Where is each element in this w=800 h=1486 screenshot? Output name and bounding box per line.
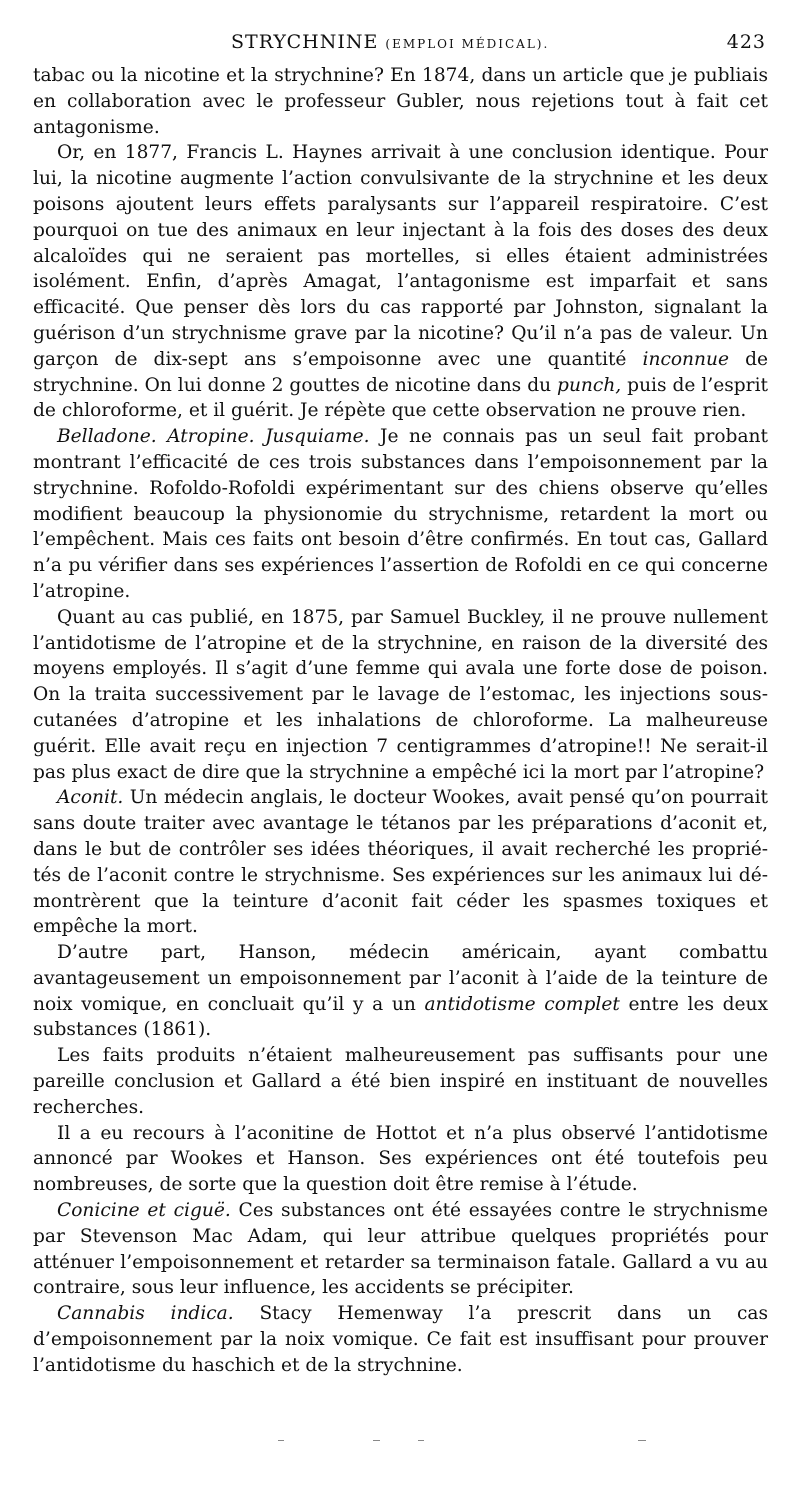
paragraph <box>33 1121 768 1198</box>
italic-run: antidotisme complet <box>424 993 620 1015</box>
paragraph <box>33 63 768 140</box>
running-title-sub: (EMPLOI MÉDICAL). <box>385 37 550 51</box>
print-mark <box>278 1440 284 1441</box>
print-mark <box>418 1440 424 1441</box>
running-header <box>33 31 768 59</box>
running-title <box>231 31 549 53</box>
italic-run: inconnue <box>642 348 729 370</box>
paragraph <box>33 1043 768 1120</box>
text-run: tabac ou la nicotine et la strychnine? En 1874, dans un article que je publiais en collaboration avec le professeur Gubler, nous rejetions tout à fait cet antagonisme. <box>33 65 768 138</box>
body-text <box>33 63 768 1379</box>
text-run: de strychnine. On lui donne 2 gouttes de nicotine dans du <box>33 348 768 396</box>
footer-print-marks <box>278 1440 698 1446</box>
text-run: Or, en 1877, Francis L. Haynes arrivait à une conclusion identique. Pour lui, la nicotine augmente l’action convulsivante de la strychnine et les deux poisons ajoutent leurs effets paralysants sur l’appareil respiratoire. C’est pourquoi on tue des animaux en leur injectant à la fois des doses des deux alcaloïdes qui ne seraient pas mortelles, si elles étaient administrées isolément. Enfin, d’après Amagat, l’antagonisme est imparfait et sans efficacité. Que penser dès lors du cas rapporté par Johnston, signalant la guérison d’un strychnisme grave par la nicotine? Qu’il n’a pas de valeur. Un garçon de dix-sept ans s’empoisonne avec une quantité <box>33 142 768 370</box>
text-run: Stacy Hemenway l’a prescrit dans un cas d’empoisonnement par la noix vomique. Ce fait est insuffisant pour prouver l’antidotisme du haschich et de la strychnine. <box>33 1303 768 1376</box>
paragraph <box>33 940 768 1043</box>
text-run: Un médecin anglais, le docteur Wookes, avait pensé qu’on pourrait sans doute traiter avec avantage le tétanos par les préparations d’aconit et, dans le but de contrôler ses idées théoriques, il avait recherché les proprié-tés de l’aconit contre le strychnisme. Ses expériences sur les animaux lui dé-montrèrent que la teinture d’aconit fait céder les spasmes toxiques et empêche la mort. <box>33 787 768 938</box>
italic-run: Aconit. <box>57 787 124 809</box>
italic-run: Cannabis indica. <box>57 1303 234 1325</box>
text-run: Ces substances ont été essayées contre le strychnisme par Stevenson Mac Adam, qui leur attribue quelques propriétés pour atténuer l’empoisonnement et retarder sa terminaison fatale. Gallard a vu au contraire, sous leur influence, les accidents se précipiter. <box>33 1200 768 1299</box>
running-title-main: STRYCHNINE <box>231 31 379 53</box>
paragraph <box>33 424 768 605</box>
paragraph <box>33 140 768 424</box>
italic-run: Conicine et ciguë. <box>57 1200 231 1222</box>
text-run: Les faits produits n’étaient malheureusement pas suffisants pour une pareille conclusion et Gallard a été bien inspiré en instituant de nouvelles recherches. <box>33 1045 768 1118</box>
paragraph <box>33 1301 768 1378</box>
page-number: 423 <box>726 31 766 53</box>
print-mark <box>373 1440 380 1441</box>
paragraph <box>33 785 768 940</box>
book-page <box>33 0 768 1486</box>
text-run: entre les deux substances (1861). <box>33 993 769 1041</box>
paragraph <box>33 605 768 786</box>
text-run: Je ne connais pas un seul fait probant montrant l’efficacité de ces trois substances dans l’empoisonnement par la strychnine. Rofoldo-Rofoldi expérimentant sur des chiens observe qu’elles modifient beaucoup la physionomie du strychnisme, retardent la mort ou l’empêchent. Mais ces faits ont besoin d’être confirmés. En tout cas, Gallard n’a pu vérifier dans ses expériences l’assertion de Rofoldi en ce qui concerne l’atropine. <box>33 426 768 602</box>
italic-run: punch, <box>557 374 622 396</box>
paragraph <box>33 1198 768 1301</box>
text-run: Il a eu recours à l’aconitine de Hottot et n’a plus observé l’antidotisme annoncé par Wookes et Hanson. Ses expériences ont été toutefois peu nombreuses, de sorte que la question doit être remise à l’étude. <box>33 1122 768 1196</box>
text-run: Quant au cas publié, en 1875, par Samuel Buckley, il ne prouve nullement l’antidotisme de l’atropine et de la strychnine, en raison de la diversité des moyens employés. Il s’agit d’une femme qui avala une forte dose de poison. On la traita successivement par le lavage de l’estomac, les injections sous-cutanées d’atropine et les inhalations de chloroforme. La malheureuse guérit. Elle avait reçu en injection 7 centigrammes d’atropine!! Ne serait-il pas plus exact de dire que la strychnine a empêché ici la mort par l’atropine? <box>33 606 768 783</box>
italic-run: Belladone. Atropine. Jusquiame. <box>57 426 370 448</box>
print-mark <box>638 1440 646 1441</box>
text-run: D’autre part, Hanson, médecin américain, ayant combattu avantageusement un empoisonnement par l’aconit à l’aide de la teinture de noix vomique, en concluait qu’il y a un <box>33 942 768 1015</box>
text-run: puis de l’esprit de chloroforme, et il guérit. Je répète que cette observation ne prouve rien. <box>33 374 768 422</box>
